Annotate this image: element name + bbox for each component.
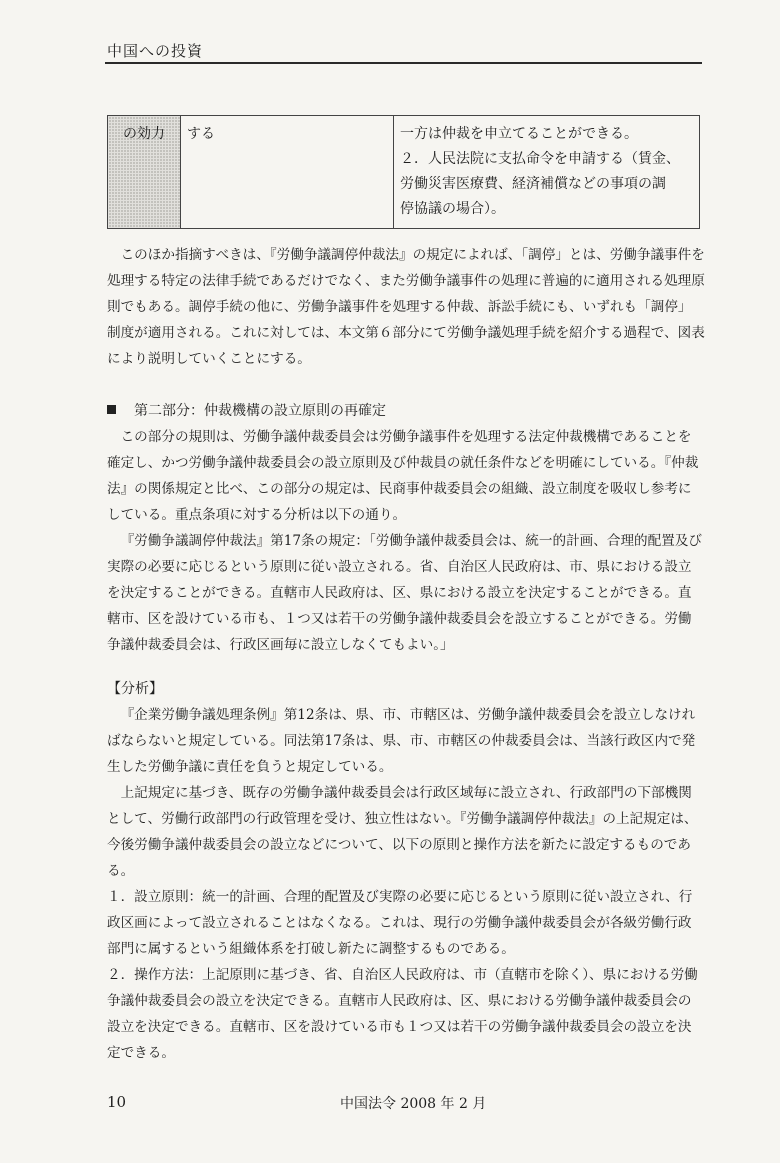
header-rule: [105, 62, 702, 64]
table-cell-label: の効力: [108, 116, 181, 229]
square-bullet-icon: [107, 405, 116, 414]
section2-paragraph: この部分の規則は、労働争議仲裁委員会は労働争議事件を処理する法定仲裁機構であることを確定し、かつ労働争議仲裁委員会の設立原則及び仲裁員の就任条件などを明確にしている。『仲裁法』の関係規定と比べ、この部分の規定は、民商事仲裁委員会の組織、設立制度を吸収し参考にしている。重点条項に対する分析は以下の通り。: [107, 429, 699, 523]
page-number: 10: [107, 1093, 127, 1111]
analysis-item-principle: １．設立原則：統一的計画、合理的配置及び実際の必要に応じるという原則に従い設立され、行政区画によって設立されることはなくなる。これは、現行の労働争議仲裁委員会が各級労働行政部門に属するという組織体系を打破し新たに調整するものである。: [107, 889, 693, 957]
analysis-body: [107, 702, 705, 1066]
table-row: [108, 116, 700, 229]
table-cell-action: する: [181, 116, 394, 229]
table-detail-line: 停協議の場合）。: [400, 201, 505, 217]
analysis-item-method: ２．操作方法：上記原則に基づき、省、自治区人民政府は、市（直轄市を除く）、県における労働争議仲裁委員会の設立を決定できる。直轄市人民政府は、区、県における労働争議仲裁委員会の設立を決定できる。直轄市、区を設けている市も１つ又は若干の労働争議仲裁委員会の設立を決定できる。: [107, 967, 698, 1061]
section-heading-text: 第二部分：仲裁機構の設立原則の再確定: [134, 403, 386, 419]
article17-quote: 『労働争議調停仲裁法』第17条の規定：「労働争議仲裁委員会は、統一的計画、合理的配置及び実際の必要に応じるという原則に従い設立される。省、自治区人民政府は、市、県における設立を決定することができる。直轄市人民政府は、区、県における設立を決定することができる。直轄市、区を設けている市も、１つ又は若干の労働争議仲裁委員会を設立することができる。労働争議仲裁委員会は、行政区画毎に設立しなくてもよい。」: [107, 533, 703, 653]
analysis-heading: 【分析】: [107, 681, 163, 697]
intro-paragraph-block: [107, 242, 705, 372]
table-cell-detail: [394, 116, 700, 229]
intro-paragraph: このほか指摘すべきは、『労働争議調停仲裁法』の規定によれば、「調停」とは、労働争議事件を処理する特定の法律手続であるだけでなく、また労働争議事件の処理に普遍的に適用される処理原則でもある。調停手続の他に、労働争議事件を処理する仲裁、訴訟手続にも、いずれも「調停」制度が適用される。これに対しては、本文第６部分にて労働争議処理手続を紹介する過程で、図表により説明していくことにする。: [107, 247, 705, 367]
section2-body: [107, 424, 705, 658]
running-header: 中国への投資: [107, 42, 204, 60]
table-detail-line: ２．人民法院に支払命令を申請する（賃金、: [400, 151, 680, 167]
analysis-paragraph: 『企業労働争議処理条例』第12条は、県、市、市轄区は、労働争議仲裁委員会を設立しなければならないと規定している。同法第17条は、県、市、市轄区の仲裁委員会は、当該行政区内で発生した労働争議に責任を負うと規定している。: [107, 707, 696, 775]
continuation-table: [107, 115, 700, 229]
section-heading: [107, 398, 705, 424]
table-detail-line: 労働災害医療費、経済補償などの事項の調: [400, 176, 666, 192]
footer-source: 中国法令 2008 年 2 月: [340, 1096, 487, 1112]
table-detail-line: 一方は仲裁を申立てることができる。: [400, 126, 638, 142]
analysis-paragraph: 上記規定に基づき、既存の労働争議仲裁委員会は行政区域毎に設立され、行政部門の下部機関として、労働行政部門の行政管理を受け、独立性はない。『労働争議調停仲裁法』の上記規定は、今後労働争議仲裁委員会の設立などについて、以下の原則と操作方法を新たに設定するものである。: [107, 785, 698, 879]
